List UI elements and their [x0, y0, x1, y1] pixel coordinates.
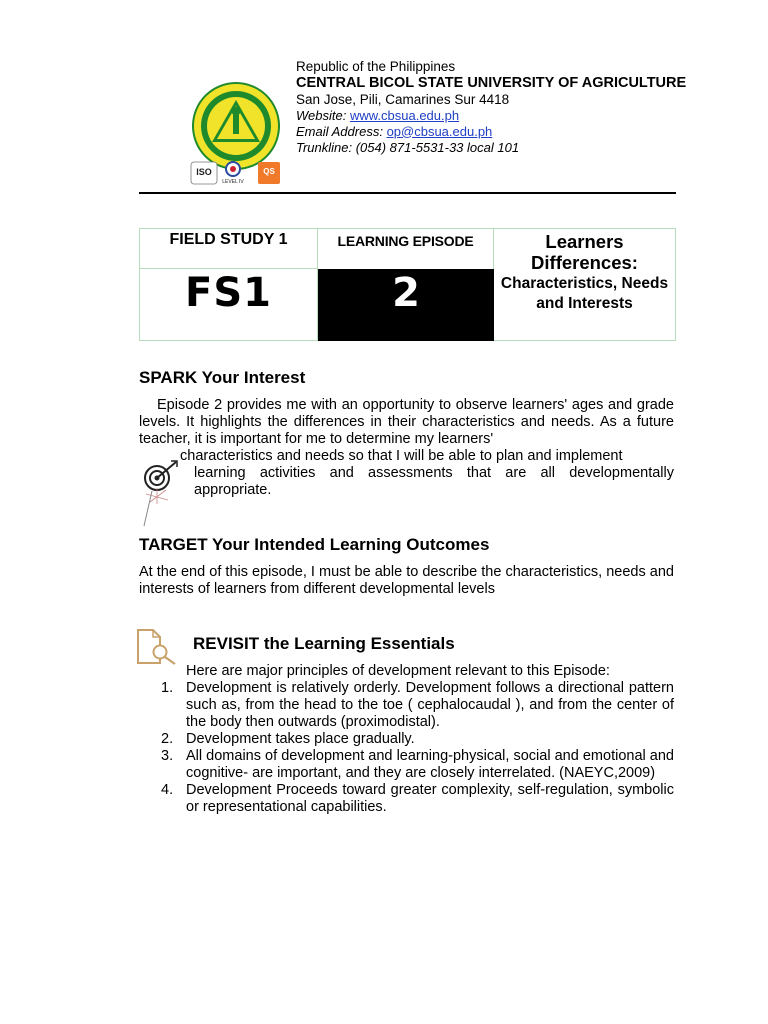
episode-title: Learners Differences: — [531, 231, 638, 273]
address-line: San Jose, Pili, Camarines Sur 4418 — [296, 91, 510, 107]
list-number: 4. — [161, 782, 174, 798]
email-link[interactable]: op@cbsua.edu.ph — [386, 123, 493, 139]
list-number: 2. — [161, 731, 174, 747]
spark-paragraph-b: characteristics and needs so that I will be able to plan and implement — [180, 448, 623, 464]
list-text: Development Proceeds toward greater complexity, self-regulation, symbolic or representational capabilities. — [186, 782, 674, 815]
spark-heading: SPARK Your Interest — [139, 368, 306, 387]
document-search-icon — [135, 628, 179, 666]
episode-table — [139, 228, 676, 341]
list-number: 3. — [161, 748, 174, 764]
email-line: Email Address: op@cbsua.edu.ph — [296, 123, 493, 139]
revisit-intro: Here are major principles of development relevant to this Episode: — [186, 663, 610, 679]
revisit-heading: REVISIT the Learning Essentials — [193, 634, 455, 653]
list-item — [161, 680, 674, 731]
list-item — [161, 782, 674, 816]
badge-qs: QS — [263, 167, 275, 176]
list-item — [161, 731, 674, 748]
principles-list — [161, 680, 674, 816]
website-link[interactable]: www.cbsua.edu.ph — [349, 107, 460, 123]
university-seal-icon — [186, 82, 286, 186]
badge-level: LEVEL IV — [222, 179, 244, 185]
list-text: All domains of development and learning-physical, social and emotional and cognitive- are important, and they are closely interrelated. (NAEYC,2009) — [186, 748, 674, 781]
university-header — [296, 59, 696, 156]
episode-subtitle: Characteristics, Needs and Interests — [500, 275, 669, 312]
list-number: 1. — [161, 680, 174, 696]
list-item — [161, 748, 674, 782]
website-line: Website: www.cbsua.edu.ph — [296, 107, 460, 123]
target-icon — [140, 458, 184, 528]
episode-title-cell — [494, 229, 675, 341]
trunkline-line: Trunkline: (054) 871-5531-33 local 101 — [296, 139, 520, 155]
badge-iso: ISO — [196, 167, 212, 177]
spark-paragraph-c: learning activities and assessments that are all developmentally appropriate. — [194, 465, 674, 498]
list-text: Development takes place gradually. — [186, 731, 415, 747]
list-text: Development is relatively orderly. Development follows a directional pattern such as, from the head to the toe ( cephalocaudal ), and from the center of the body then outwards (proximodistal). — [186, 680, 674, 730]
university-logo — [186, 82, 286, 186]
course-code: FS1 — [140, 269, 318, 341]
republic-line: Republic of the Philippines — [296, 59, 456, 74]
university-name: CENTRAL BICOL STATE UNIVERSITY OF AGRICULTURE — [296, 75, 687, 91]
episode-number: 2 — [318, 269, 494, 341]
learning-episode-label: LEARNING EPISODE — [318, 229, 494, 269]
field-study-label: FIELD STUDY 1 — [140, 229, 318, 269]
target-paragraph: At the end of this episode, I must be able to describe the characteristics, needs and interests of learners from different developmental levels — [139, 564, 674, 597]
target-heading: TARGET Your Intended Learning Outcomes — [139, 535, 490, 554]
header-divider — [139, 192, 676, 194]
spark-paragraph-a: Episode 2 provides me with an opportunity to observe learners' ages and grade levels. It highlights the differences in their characteristics and needs. As a future teacher, it is important for me to determine my learners' — [139, 397, 674, 447]
